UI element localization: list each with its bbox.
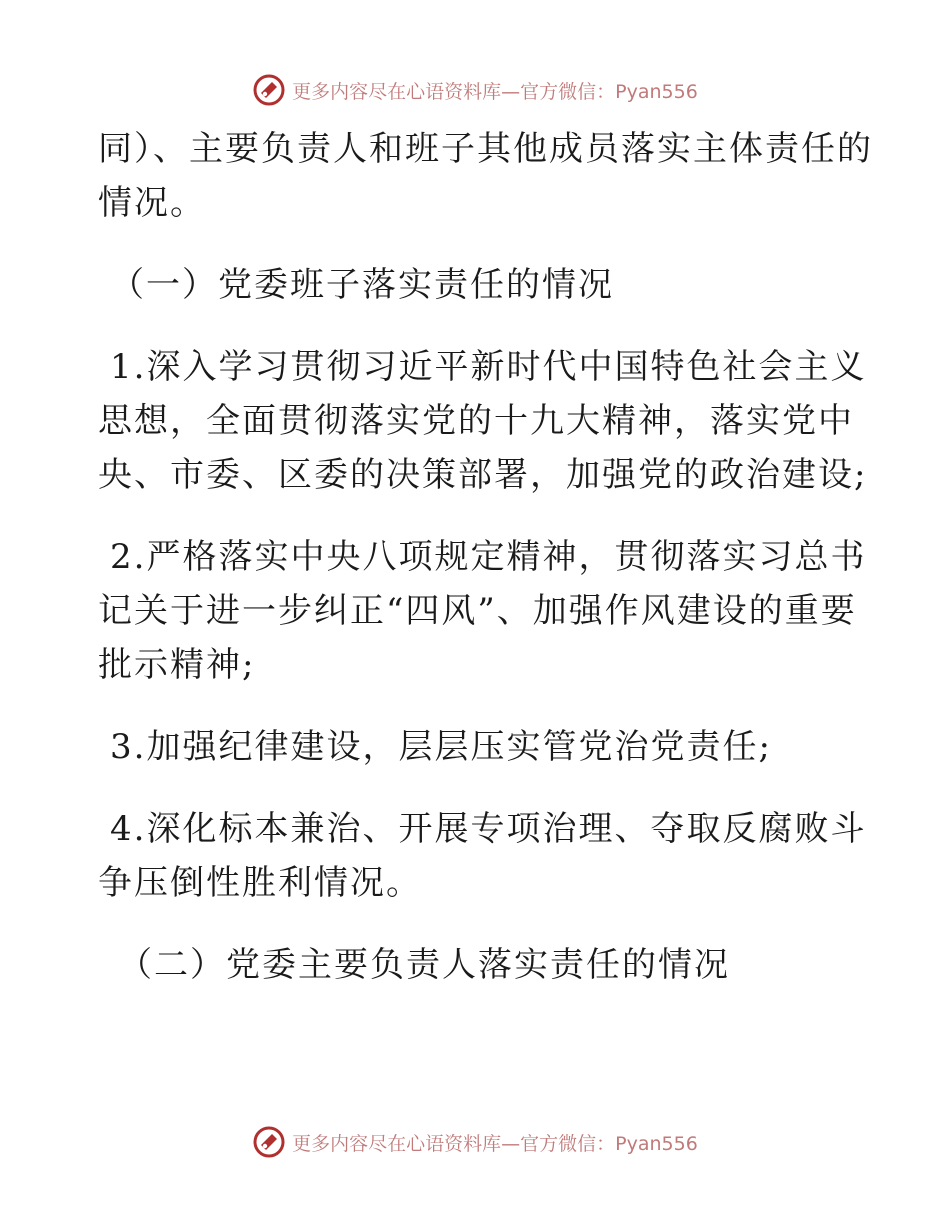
brand-logo-icon bbox=[252, 1125, 286, 1159]
document-body bbox=[98, 122, 873, 992]
paragraph-line: 批示精神; bbox=[98, 645, 256, 685]
list-item-4: 4.深化标本兼治、开展专项治理、夺取反腐败斗 bbox=[110, 809, 867, 849]
watermark-text: 更多内容尽在心语资料库—官方微信：Pyan556 bbox=[292, 1132, 698, 1155]
section-heading-2: （二）党委主要负责人落实责任的情况 bbox=[118, 945, 730, 985]
paragraph-line: 同）、主要负责人和班子其他成员落实主体责任的 bbox=[98, 129, 873, 169]
list-item-2: 2.严格落实中央八项规定精神，贯彻落实习总书 bbox=[110, 537, 867, 577]
paragraph-line: 央、市委、区委的决策部署，加强党的政治建设; bbox=[98, 455, 868, 495]
paragraph-line: 记关于进一步纠正“四风”、加强作风建设的重要 bbox=[98, 591, 857, 631]
header-watermark bbox=[0, 73, 950, 107]
list-item-1: 1.深入学习贯彻习近平新时代中国特色社会主义 bbox=[110, 347, 867, 387]
paragraph-line: 思想，全面贯彻落实党的十九大精神，落实党中 bbox=[98, 401, 854, 441]
section-heading-1: （一）党委班子落实责任的情况 bbox=[110, 265, 614, 305]
brand-logo-icon bbox=[252, 73, 286, 107]
watermark-text: 更多内容尽在心语资料库—官方微信：Pyan556 bbox=[292, 80, 698, 103]
list-item-3: 3.加强纪律建设，层层压实管党治党责任; bbox=[110, 727, 772, 767]
footer-watermark bbox=[0, 1125, 950, 1159]
paragraph-line: 争压倒性胜利情况。 bbox=[98, 863, 422, 903]
paragraph-line: 情况。 bbox=[98, 183, 206, 223]
